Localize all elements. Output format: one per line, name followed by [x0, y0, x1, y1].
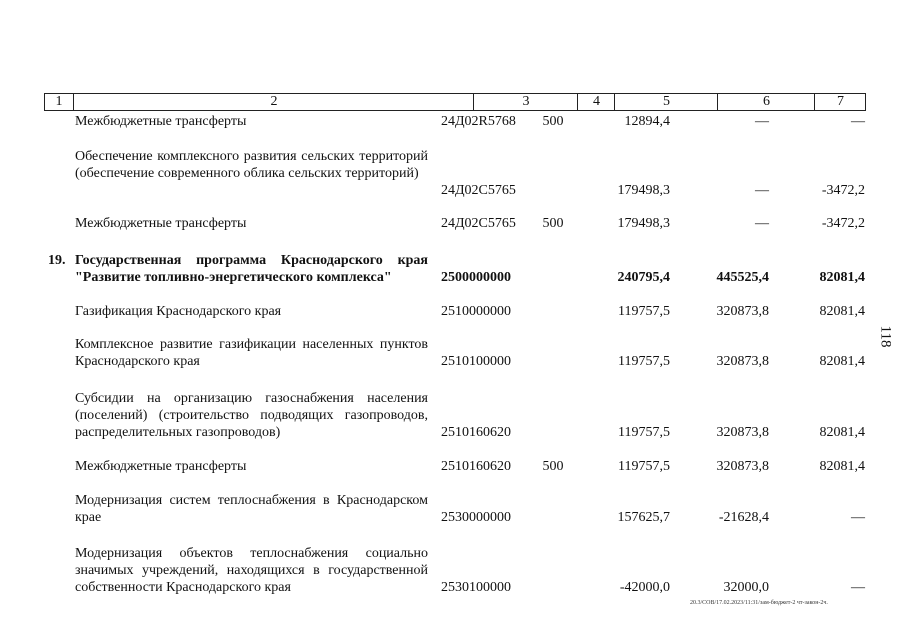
row-name: Модернизация систем теплоснабжения в Краснодарском крае	[75, 493, 428, 525]
row-col6: —	[755, 216, 769, 231]
row-col7: 82081,4	[819, 425, 865, 440]
document-footer: 20.3/СОВ/17.02.2023/11:31/зам-бюджет-2 чт-закон-2ч.	[690, 600, 828, 606]
row-col5: 157625,7	[617, 510, 670, 525]
row-code: 2500000000	[441, 270, 511, 285]
row-col7: 82081,4	[819, 270, 865, 285]
row-col5: -42000,0	[619, 580, 670, 595]
row-code: 2510100000	[441, 354, 511, 369]
row-col5: 119757,5	[618, 354, 670, 369]
header-col-6: 6	[717, 94, 815, 110]
row-name: Газификация Краснодарского края	[75, 304, 282, 319]
row-code: 2530100000	[441, 580, 511, 595]
row-expense-type: 500	[542, 459, 564, 474]
row-col6: 320873,8	[716, 425, 769, 440]
page-number: 118	[877, 325, 894, 348]
row-code: 24Д02С5765	[441, 183, 516, 198]
row-code: 24Д02С5765	[441, 216, 516, 231]
header-col-2: 2	[73, 94, 474, 110]
header-col-4: 4	[577, 94, 615, 110]
row-col6: 445525,4	[716, 270, 769, 285]
row-col5: 12894,4	[624, 114, 670, 129]
row-code: 2510000000	[441, 304, 511, 319]
row-col6: 320873,8	[716, 354, 769, 369]
header-col-1: 1	[55, 94, 63, 109]
row-col7: 82081,4	[819, 354, 865, 369]
row-col5: 119757,5	[618, 459, 670, 474]
row-code: 2510160620	[441, 459, 511, 474]
row-col5: 179498,3	[617, 216, 670, 231]
row-col7: —	[851, 510, 865, 525]
row-col6: —	[755, 114, 769, 129]
row-name: Комплексное развитие газификации населенных пунктов Краснодарского края	[75, 337, 428, 369]
row-code: 2530000000	[441, 510, 511, 525]
row-name: Межбюджетные трансферты	[75, 216, 247, 231]
row-code: 2510160620	[441, 425, 511, 440]
row-expense-type: 500	[542, 114, 564, 129]
row-col7: 82081,4	[819, 459, 865, 474]
row-expense-type: 500	[542, 216, 564, 231]
row-col5: 240795,4	[617, 270, 670, 285]
row-col5: 119757,5	[618, 304, 670, 319]
row-col6: —	[755, 183, 769, 198]
row-name: Межбюджетные трансферты	[75, 459, 247, 474]
row-col7: —	[851, 114, 865, 129]
row-number: 19.	[48, 253, 66, 268]
row-name: Межбюджетные трансферты	[75, 114, 247, 129]
table-header	[44, 93, 866, 111]
row-col6: 320873,8	[716, 459, 769, 474]
row-col5: 179498,3	[617, 183, 670, 198]
row-col6: 32000,0	[723, 580, 769, 595]
row-code: 24Д02R5768	[441, 114, 516, 129]
row-col7: —	[851, 580, 865, 595]
row-name: Модернизация объектов теплоснабжения социально значимых учреждений, находящихся в государственной собственности Краснодарского края	[75, 546, 428, 595]
header-col-7: 7	[814, 94, 866, 110]
header-col-3: 3	[473, 94, 578, 110]
row-col7: 82081,4	[819, 304, 865, 319]
row-col7: -3472,2	[821, 183, 865, 198]
row-col6: -21628,4	[718, 510, 769, 525]
header-col-5: 5	[614, 94, 718, 110]
row-col7: -3472,2	[821, 216, 865, 231]
row-name: Обеспечение комплексного развития сельских территорий (обеспечение современного облика сельских территорий)	[75, 149, 428, 181]
row-name: Государственная программа Краснодарского края "Развитие топливно-энергетического комплекса"	[75, 253, 428, 285]
row-col5: 119757,5	[618, 425, 670, 440]
row-col6: 320873,8	[716, 304, 769, 319]
row-name: Субсидии на организацию газоснабжения населения (поселений) (строительство подводящих газопроводов, распределительных газопроводов)	[75, 391, 428, 440]
